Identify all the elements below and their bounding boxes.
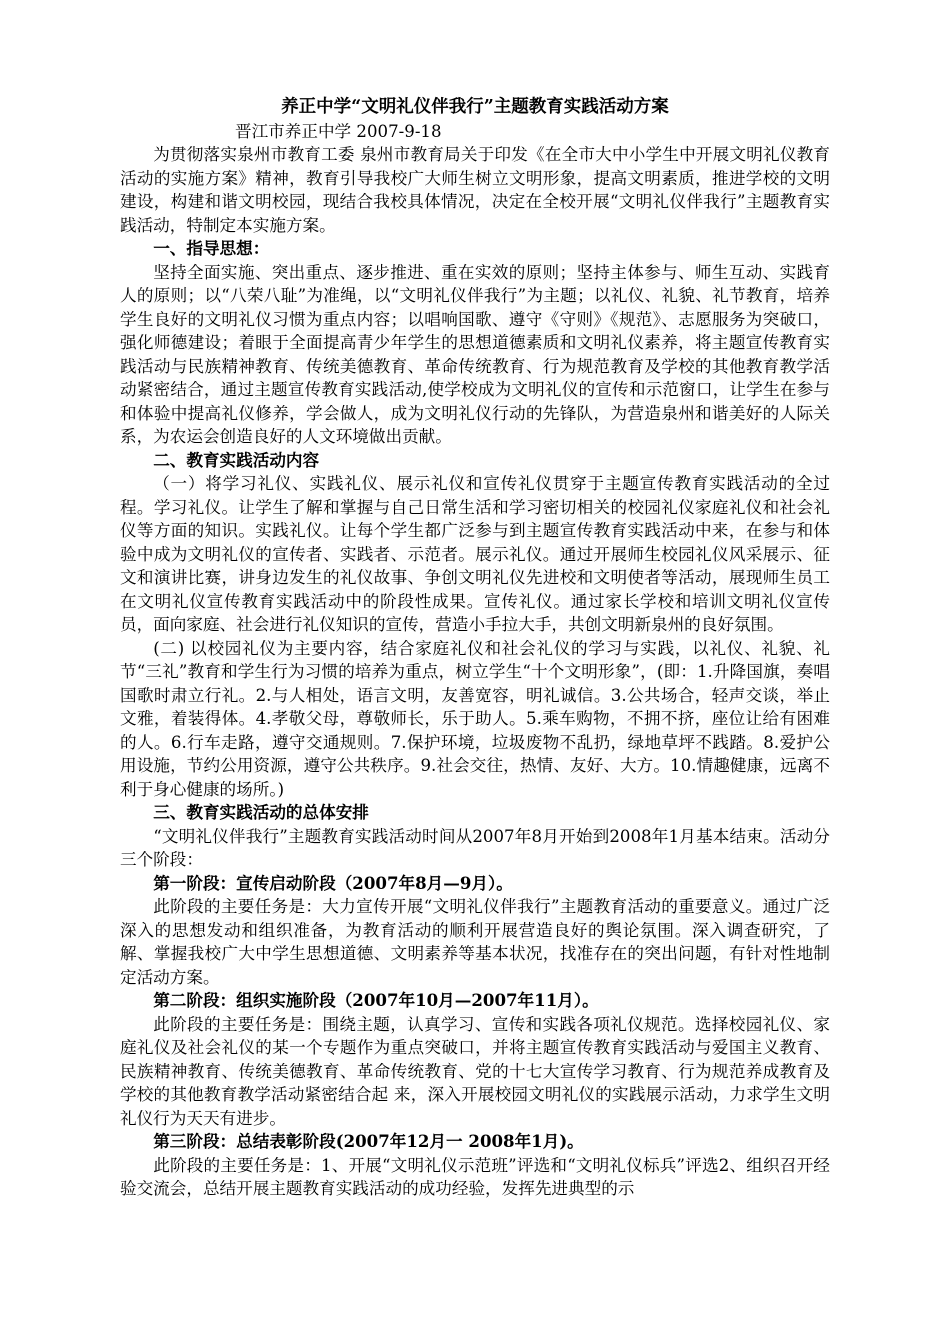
document-page [120,95,830,1201]
phase3-heading: 第三阶段：总结表彰阶段(2007年12月一 2008年1月)。 [153,1131,584,1151]
section2-part1-paragraph: （一）将学习礼仪、实践礼仪、展示礼仪和宣传礼仪贯穿于主题宣传教育实践活动的全过程。学习礼仪。让学生了解和掌握与自己日常生活和学习密切相关的校园礼仪家庭礼仪和社会礼仪等方面的知识。实践礼仪。让每个学生都广泛参与到主题宣传教育实践活动中来，在参与和体验中成为文明礼仪的宣传者、实践者、示范者。展示礼仪。通过开展师生校园礼仪风采展示、征文和演讲比赛，讲身边发生的礼仪故事、争创文明礼仪先进校和文明使者等活动，展现师生员工在文明礼仪宣传教育实践活动中的阶段性成果。宣传礼仪。通过家长学校和培训文明礼仪宣传员，面向家庭、社会进行礼仪知识的宣传，营造小手拉大手，共创文明新泉州的良好氛围。 [120,474,830,634]
phase2-paragraph: 此阶段的主要任务是：围绕主题，认真学习、宣传和实践各项礼仪规范。选择校园礼仪、家庭礼仪及社会礼仪的某一个专题作为重点突破口，并将主题宣传教育实践活动与爱国主义教育、民族精神教育、传统美德教育、革命传统教育、党的十七大宣传学习教育、行为规范养成教育及学校的其他教育教学活动紧密结合起 来，深入开展校园文明礼仪的实践展示活动，力求学生文明礼仪行为天天有进步。 [120,1014,830,1128]
section1-heading: 一、指导思想： [153,238,270,258]
section3-intro-paragraph: “文明礼仪伴我行”主题教育实践活动时间从2007年8月开始到2008年1月基本结束。活动分三个阶段： [120,826,830,869]
intro-paragraph: 为贯彻落实泉州市教育工委 泉州市教育局关于印发《在全市大中小学生中开展文明礼仪教育活动的实施方案》精神，教育引导我校广大师生树立文明形象，提高文明素质，推进学校的文明建设，构建和谐文明校园，现结合我校具体情况，决定在全校开展“文明礼仪伴我行”主题教育实践活动，特制定本实施方案。 [120,145,830,235]
phase3-paragraph: 此阶段的主要任务是：1、开展“文明礼仪示范班”评选和“文明礼仪标兵”评选2、组织召开经验交流会，总结开展主题教育实践活动的成功经验，发挥先进典型的示 [120,1155,830,1198]
phase2-heading: 第二阶段：组织实施阶段（2007年10月—2007年11月）。 [153,990,599,1010]
section2-part2-paragraph: (二) 以校园礼仪为主要内容，结合家庭礼仪和社会礼仪的学习与实践，以礼仪、礼貌、礼节“三礼”教育和学生行为习惯的培养为重点，树立学生“十个文明形象”，(即：1.升降国旗，奏唱国歌时肃立行礼。2.与人相处，语言文明，友善宽容，明礼诚信。3.公共场合，轻声交谈，举止文雅，着装得体。4.孝敬父母，尊敬师长，乐于助人。5.乘车购物，不拥不挤，座位让给有困难的人。6.行车走路，遵守交通规则。7.保护环境，垃圾废物不乱扔，绿地草坪不践踏。8.爱护公用设施，节约公用资源，遵守公共秩序。9.社会交往，热情、友好、大方。10.情趣健康，远离不利于身心健康的场所。) [120,638,830,799]
section2-heading: 二、教育实践活动内容 [153,449,320,470]
phase1-heading: 第一阶段：宣传启动阶段（2007年8月—9月）。 [153,872,513,893]
document-byline: 晋江市养正中学 2007-9-18 [235,122,442,141]
section1-paragraph: 坚持全面实施、突出重点、逐步推进、重在实效的原则；坚持主体参与、师生互动、实践育人的原则；以“八荣八耻”为准绳，以“文明礼仪伴我行”为主题；以礼仪、礼貌、礼节教育，培养学生良好的文明礼仪习惯为重点内容；以唱响国歌、遵守《守则》《规范》、志愿服务为突破口，强化师德建设；着眼于全面提高青少年学生的思想道德素质和文明礼仪素养，将主题宣传教育实践活动与民族精神教育、传统美德教育、革命传统教育、行为规范教育及学校的其他教育教学活动紧密结合，通过主题宣传教育实践活动,使学校成为文明礼仪的宣传和示范窗口，让学生在参与和体验中提高礼仪修养，学会做人，成为文明礼仪行动的先锋队，为营造泉州和谐美好的人际关系，为农运会创造良好的人文环境做出贡献。 [120,262,830,446]
document-title: 养正中学“文明礼仪伴我行”主题教育实践活动方案 [281,97,669,117]
phase1-paragraph: 此阶段的主要任务是：大力宣传开展“文明礼仪伴我行”主题教育活动的重要意义。通过广泛深入的思想发动和组织准备，为教育活动的顺利开展营造良好的舆论氛围。深入调查研究，了解、掌握我校广大中学生思想道德、文明素养等基本状况，找准存在的突出问题，有针对性地制定活动方案。 [120,897,830,987]
section3-heading: 三、教育实践活动的总体安排 [153,802,369,822]
